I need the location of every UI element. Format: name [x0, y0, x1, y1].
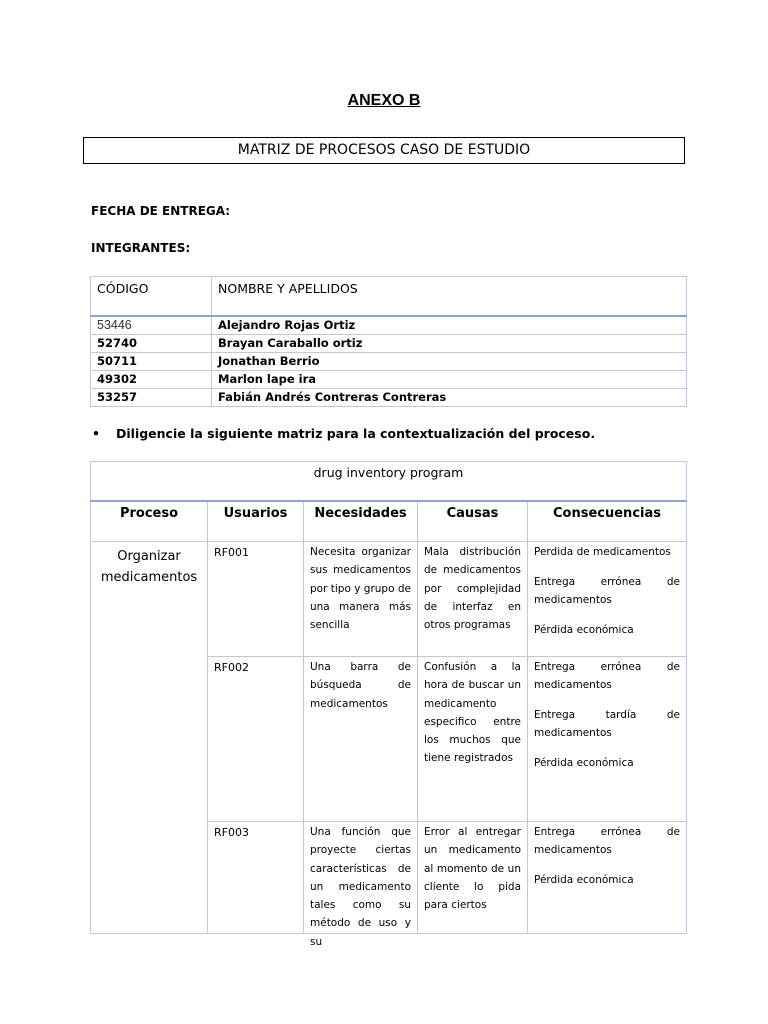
fecha-label: FECHA DE ENTREGA: [91, 204, 231, 218]
user-id: RF002 [208, 657, 304, 822]
need-cell [304, 822, 418, 948]
member-name: Brayan Caraballo ortiz [212, 335, 687, 353]
user-id: RF003 [208, 822, 304, 934]
consequences-cell [528, 822, 687, 934]
consequence-item: Entrega errónea de medicamentos [534, 661, 680, 691]
consequence-item: Pérdida económica [534, 624, 634, 636]
need-cell: Necesita organizar sus medicamentos por tipo y grupo de una manera más sencilla [304, 542, 418, 657]
integrantes-label: INTEGRANTES: [91, 241, 191, 255]
instruction-bullet-item [92, 426, 595, 441]
member-code: 53257 [91, 389, 212, 407]
consequence-item: Perdida de medicamentos [534, 546, 671, 558]
header-usuarios: Usuarios [208, 501, 304, 542]
cause-text: Error al entregar un medicamento al momento de un cliente lo pida para ciertos [424, 826, 521, 912]
member-code: 49302 [91, 371, 212, 389]
member-name: Marlon lape ira [212, 371, 687, 389]
cause-cell: Mala distribución de medicamentos por complejidad de interfaz en otros programas [418, 542, 528, 657]
table-row [91, 353, 687, 371]
header-nombre: NOMBRE Y APELLIDOS [212, 277, 687, 317]
consequence-item: Entrega tardía de medicamentos [534, 709, 680, 739]
member-code: 52740 [91, 335, 212, 353]
document-title: ANEXO B [347, 92, 421, 109]
table-row [91, 542, 687, 657]
bullet-icon: • [92, 426, 100, 441]
need-text: Una función que proyecte ciertas características de un medicamento tales como su método de uso y su [310, 826, 411, 948]
process-cell: Organizar medicamentos [91, 542, 208, 934]
consequence-item: Entrega errónea de medicamentos [534, 826, 680, 856]
instruction-text: Diligencie la siguiente matriz para la contextualización del proceso. [116, 426, 596, 441]
cause-cell: Confusión a la hora de buscar un medicamento especifico entre los muchos que tiene registrados [418, 657, 528, 822]
consequence-item: Pérdida económica [534, 874, 634, 886]
member-name: Alejandro Rojas Ortiz [212, 316, 687, 335]
process-matrix-table [90, 461, 687, 948]
members-table [90, 276, 687, 407]
member-code: 53446 [91, 316, 212, 335]
table-row [91, 389, 687, 407]
table-row [91, 371, 687, 389]
member-name: Fabián Andrés Contreras Contreras [212, 389, 687, 407]
consequences-cell [528, 542, 687, 657]
cause-cell [418, 822, 528, 934]
matrix-caption-row [91, 462, 687, 502]
header-consecuencias: Consecuencias [528, 501, 687, 542]
members-header-row [91, 277, 687, 317]
table-row [91, 316, 687, 335]
member-code: 50711 [91, 353, 212, 371]
consequence-item: Pérdida económica [534, 757, 634, 769]
consequence-item: Entrega errónea de medicamentos [534, 576, 680, 606]
header-codigo: CÓDIGO [91, 277, 212, 317]
consequences-cell [528, 657, 687, 822]
document-subtitle: MATRIZ DE PROCESOS CASO DE ESTUDIO [83, 137, 685, 164]
matrix-caption: drug inventory program [91, 462, 687, 502]
table-row [91, 335, 687, 353]
header-necesidades: Necesidades [304, 501, 418, 542]
matrix-header-row [91, 501, 687, 542]
user-id: RF001 [208, 542, 304, 657]
need-cell: Una barra de búsqueda de medicamentos [304, 657, 418, 822]
header-causas: Causas [418, 501, 528, 542]
member-name: Jonathan Berrio [212, 353, 687, 371]
header-proceso: Proceso [91, 501, 208, 542]
